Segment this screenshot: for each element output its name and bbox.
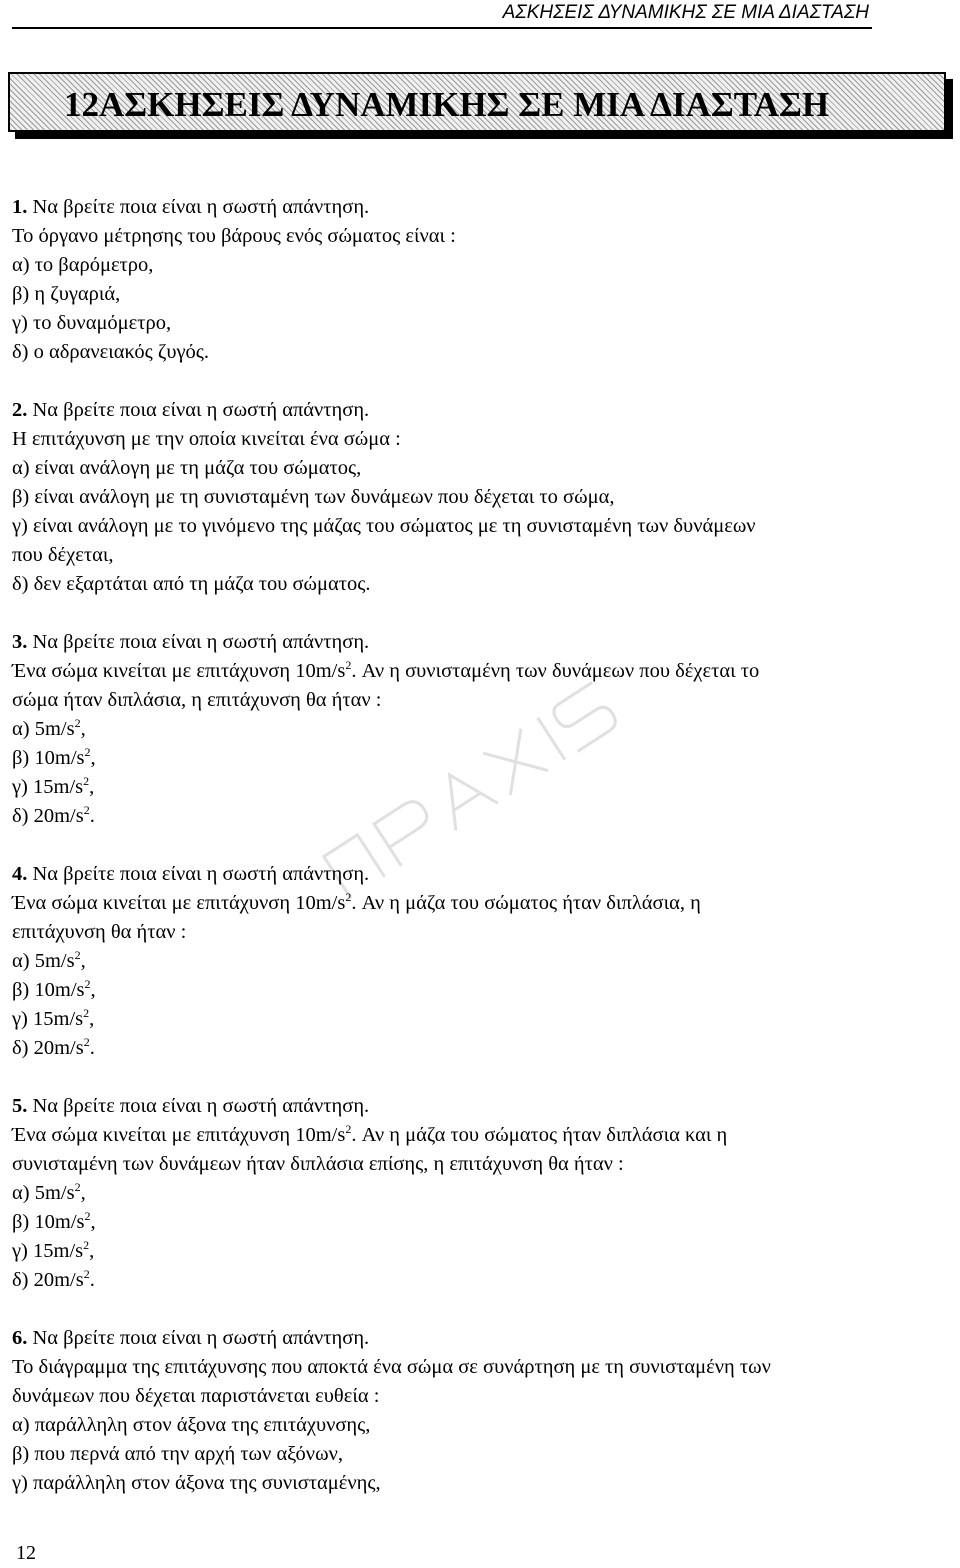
punctuation: ,	[89, 776, 95, 798]
question-2	[12, 396, 942, 599]
answer-option	[12, 1237, 942, 1266]
punctuation: ,	[80, 1182, 86, 1204]
question-stem: δυνάμεων που δέχεται παριστάνεται ευθεία :	[12, 1385, 380, 1407]
option-text: δ) 20m/s	[12, 1269, 84, 1291]
question-prompt: Να βρείτε ποια είναι η σωστή απάντηση.	[32, 863, 370, 885]
running-header: ΑΣΚΗΣΕΙΣ ΔΥΝΑΜΙΚΗΣ ΣΕ ΜΙΑ ΔΙΑΣΤΑΣΗ	[502, 2, 869, 23]
punctuation: ,	[90, 747, 96, 769]
question-number: 3.	[12, 631, 28, 653]
question-heading	[12, 396, 942, 425]
question-stem	[12, 889, 942, 918]
question-1	[12, 193, 942, 367]
punctuation: ,	[89, 1008, 95, 1030]
question-stem: συνισταμένη των δυνάμεων ήταν διπλάσια επίσης, η επιτάχυνση θα ήταν :	[12, 1153, 624, 1175]
exponent: 2	[345, 890, 352, 904]
answer-option	[12, 1266, 942, 1295]
punctuation: .	[89, 805, 95, 827]
option-text: β) 10m/s	[12, 1211, 85, 1233]
answer-option	[12, 802, 942, 831]
stem-text: Ένα σώμα κινείται με επιτάχυνση 10m/s	[12, 660, 346, 682]
exponent: 2	[83, 1267, 90, 1281]
option-text: γ) 15m/s	[12, 1008, 84, 1030]
exponent: 2	[345, 658, 352, 672]
answer-option: α) είναι ανάλογη με τη μάζα του σώματος,	[12, 457, 362, 479]
answer-option: β) που περνά από την αρχή των αξόνων,	[12, 1443, 343, 1465]
question-number: 1.	[12, 196, 28, 218]
question-number: 2.	[12, 399, 28, 421]
answer-option	[12, 1179, 942, 1208]
answer-option: γ) παράλληλη στον άξονα της συνισταμένης,	[12, 1472, 381, 1494]
answer-option	[12, 1208, 942, 1237]
answer-option: α) παράλληλη στον άξονα της επιτάχυνσης,	[12, 1414, 371, 1436]
page-title: 12ΑΣΚΗΣΕΙΣ ΔΥΝΑΜΙΚΗΣ ΣΕ ΜΙΑ ΔΙΑΣΤΑΣΗ	[64, 85, 830, 124]
question-heading	[12, 1324, 942, 1353]
question-stem: Η επιτάχυνση με την οποία κινείται ένα σώμα :	[12, 428, 401, 450]
option-text: β) 10m/s	[12, 747, 85, 769]
stem-text: Ένα σώμα κινείται με επιτάχυνση 10m/s	[12, 1124, 346, 1146]
option-text: β) 10m/s	[12, 979, 85, 1001]
exponent: 2	[83, 1238, 90, 1252]
exponent: 2	[74, 1180, 81, 1194]
question-number: 5.	[12, 1095, 28, 1117]
punctuation: ,	[89, 1240, 95, 1262]
answer-option	[12, 1005, 942, 1034]
exponent: 2	[83, 774, 90, 788]
punctuation: ,	[80, 718, 86, 740]
option-text: δ) 20m/s	[12, 1037, 84, 1059]
question-4	[12, 860, 942, 1063]
page-number: 12	[16, 1542, 36, 1564]
option-text: α) 5m/s	[12, 950, 75, 972]
answer-option: δ) ο αδρανειακός ζυγός.	[12, 341, 210, 363]
exponent: 2	[83, 1006, 90, 1020]
answer-option: α) το βαρόμετρο,	[12, 254, 154, 276]
header-rule	[12, 27, 872, 29]
question-5	[12, 1092, 942, 1295]
question-stem	[12, 657, 942, 686]
stem-text: . Αν η μάζα του σώματος ήταν διπλάσια και η	[351, 1124, 728, 1146]
option-text: γ) 15m/s	[12, 776, 84, 798]
exponent: 2	[345, 1122, 352, 1136]
answer-option: δ) δεν εξαρτάται από τη μάζα του σώματος.	[12, 573, 371, 595]
exercise-list	[12, 193, 942, 1527]
stem-text: . Αν η συνισταμένη των δυνάμεων που δέχεται το	[351, 660, 760, 682]
punctuation: ,	[90, 979, 96, 1001]
answer-option: γ) το δυναμόμετρο,	[12, 312, 172, 334]
exponent: 2	[83, 1035, 90, 1049]
question-number: 4.	[12, 863, 28, 885]
exponent: 2	[74, 716, 81, 730]
question-stem: Το διάγραμμα της επιτάχυνσης που αποκτά ένα σώμα σε συνάρτηση με τη συνισταμένη των	[12, 1356, 771, 1378]
punctuation: ,	[90, 1211, 96, 1233]
question-prompt: Να βρείτε ποια είναι η σωστή απάντηση.	[32, 399, 370, 421]
question-prompt: Να βρείτε ποια είναι η σωστή απάντηση.	[32, 1327, 370, 1349]
option-text: δ) 20m/s	[12, 805, 84, 827]
answer-option: β) η ζυγαριά,	[12, 283, 121, 305]
stem-text: Ένα σώμα κινείται με επιτάχυνση 10m/s	[12, 892, 346, 914]
answer-option	[12, 976, 942, 1005]
question-stem: σώμα ήταν διπλάσια, η επιτάχυνση θα ήταν :	[12, 689, 382, 711]
answer-option: β) είναι ανάλογη με τη συνισταμένη των δυνάμεων που δέχεται το σώμα,	[12, 486, 615, 508]
question-stem: επιτάχυνση θα ήταν :	[12, 921, 187, 943]
answer-option	[12, 715, 942, 744]
question-prompt: Να βρείτε ποια είναι η σωστή απάντηση.	[32, 631, 370, 653]
exponent: 2	[84, 745, 91, 759]
exponent: 2	[84, 977, 91, 991]
answer-option: γ) είναι ανάλογη με το γινόμενο της μάζας του σώματος με τη συνισταμένη των δυνάμεων	[12, 515, 756, 537]
stem-text: . Αν η μάζα του σώματος ήταν διπλάσια, η	[351, 892, 701, 914]
question-heading	[12, 628, 942, 657]
exponent: 2	[83, 803, 90, 817]
answer-option	[12, 744, 942, 773]
option-text: α) 5m/s	[12, 718, 75, 740]
exponent: 2	[74, 948, 81, 962]
answer-option	[12, 773, 942, 802]
question-heading	[12, 1092, 942, 1121]
question-3	[12, 628, 942, 831]
question-heading	[12, 193, 942, 222]
question-heading	[12, 860, 942, 889]
question-prompt: Να βρείτε ποια είναι η σωστή απάντηση.	[32, 1095, 370, 1117]
question-prompt: Να βρείτε ποια είναι η σωστή απάντηση.	[32, 196, 370, 218]
option-text: γ) 15m/s	[12, 1240, 84, 1262]
question-stem: Το όργανο μέτρησης του βάρους ενός σώματος είναι :	[12, 225, 456, 247]
punctuation: .	[89, 1269, 95, 1291]
option-text: α) 5m/s	[12, 1182, 75, 1204]
question-number: 6.	[12, 1327, 28, 1349]
punctuation: .	[89, 1037, 95, 1059]
answer-option-continued: που δέχεται,	[12, 544, 114, 566]
question-6	[12, 1324, 942, 1498]
exponent: 2	[84, 1209, 91, 1223]
question-stem	[12, 1121, 942, 1150]
punctuation: ,	[80, 950, 86, 972]
answer-option	[12, 947, 942, 976]
answer-option	[12, 1034, 942, 1063]
